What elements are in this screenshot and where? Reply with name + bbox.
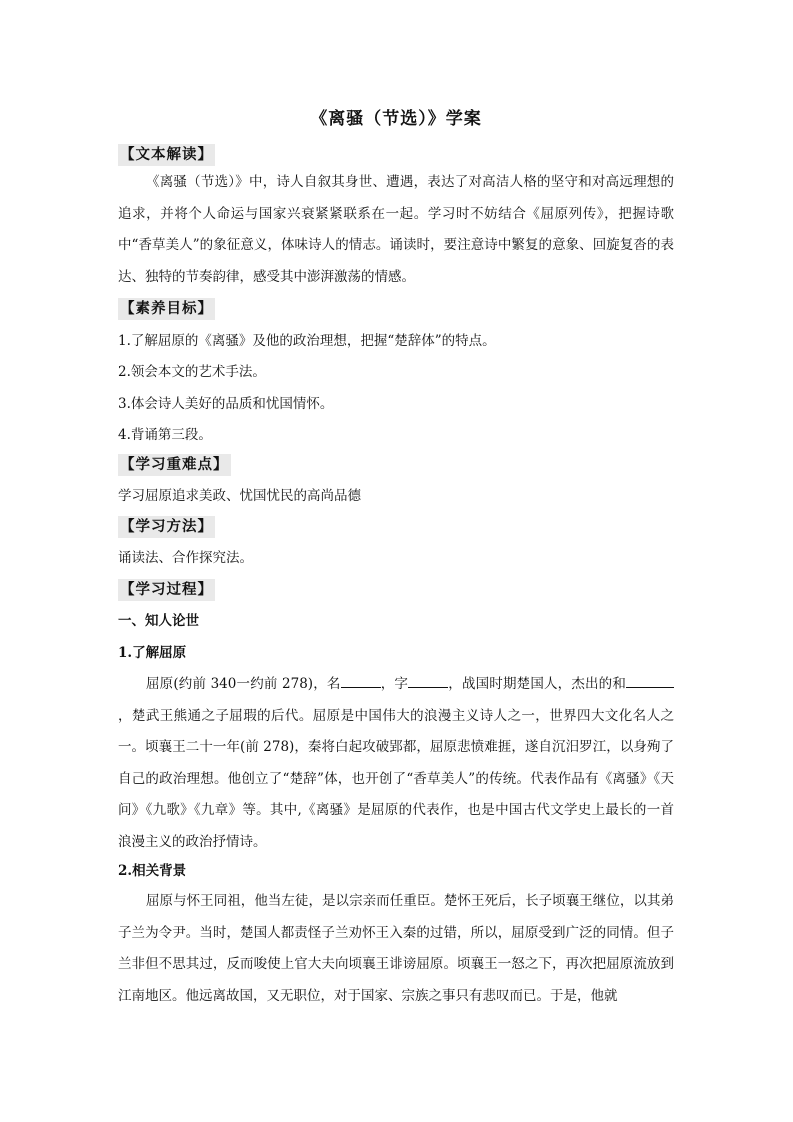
bio-text-d: ，楚武王熊通之子屈瑕的后代。屈原是中国伟大的浪漫主义诗人之一，世界四大文化名人之一。顷襄王二十一年(前 278)，秦将白起攻破郢都，屈原悲愤难捱，遂自沉汨罗江，以身殉了自己的政治理想。他创立了“楚辞”体，也开创了“香草美人”的传统。代表作品有《离骚》《天问》《九歌》《九章》等。其中,《离骚》是屈原的代表作，也是中国古代文学史上最长的一首浪漫主义的政治抒情诗。 [118,707,674,850]
goal-item-1: 1.了解屈原的《离骚》及他的政治理想，把握“楚辞体”的特点。 [118,333,496,349]
fill-blank-name[interactable] [341,673,381,688]
bio-text-a: 屈原(约前 340一约前 278)，名 [146,676,341,692]
background-paragraph: 屈原与怀王同祖，他当左徒，是以宗亲而任重臣。楚怀王死后，长子顷襄王继位，以其弟子兰为令尹。当时，楚国人都责怪子兰劝怀王入秦的过错，所以，屈原受到广泛的同情。但子兰非但不思其过，反而唆使上官大夫向顷襄王诽谤屈原。顷襄王一怒之下，再次把屈原流放到江南地区。他远离故国，又无职位，对于国家、宗族之事只有悲叹而已。于是，他就 [118,893,674,1004]
bio-text-b: ，字 [380,676,409,692]
part-heading-1: 一、知人论世 [118,613,199,629]
section-header-process: 【学习过程】 [118,579,215,601]
goal-item-4: 4.背诵第三段。 [118,427,212,443]
goal-item-3: 3.体会诗人美好的品质和忧国情怀。 [118,396,334,412]
section-header-key-points: 【学习重难点】 [118,454,231,476]
biography-paragraph [118,669,674,858]
section-header-reading: 【文本解读】 [118,144,215,166]
bio-text-c: ，战国时期楚国人，杰出的和 [448,676,627,692]
sub-heading-background: 2.相关背景 [118,863,187,879]
goal-item-2: 2.领会本文的艺术手法。 [118,364,266,380]
fill-blank-role[interactable] [626,673,674,688]
key-points-text: 学习屈原追求美政、忧国忧民的高尚品德 [118,488,361,504]
page-title: 《离骚（节选）》学案 [310,109,482,129]
section-header-method: 【学习方法】 [118,516,215,538]
method-text: 诵读法、合作探究法。 [118,550,253,566]
fill-blank-courtesy-name[interactable] [408,673,448,688]
section-header-goals: 【素养目标】 [118,298,215,320]
reading-paragraph: 《离骚（节选）》中，诗人自叙其身世、遭遇，表达了对高洁人格的坚守和对高远理想的追求，并将个人命运与国家兴衰紧紧联系在一起。学习时不妨结合《屈原列传》，把握诗歌中“香草美人”的象征意义，体味诗人的情志。诵读时，要注意诗中繁复的意象、回旋复沓的表达、独特的节奏韵律，感受其中澎湃激荡的情感。 [118,174,674,285]
sub-heading-biography: 1.了解屈原 [118,645,187,661]
